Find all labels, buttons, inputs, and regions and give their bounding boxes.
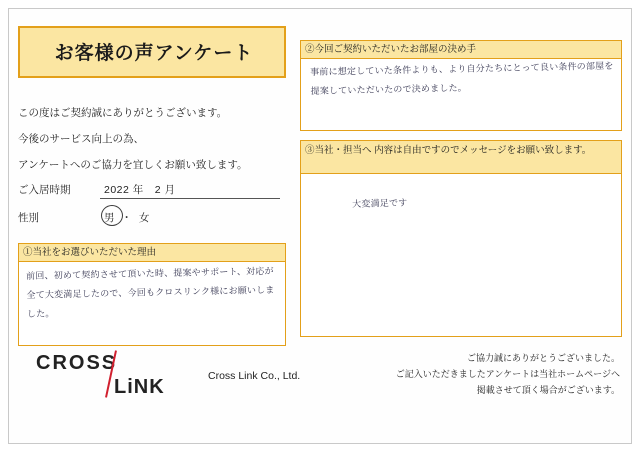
gender-options: 男 ・ 女 xyxy=(104,212,152,224)
footer-line-2: ご記入いただきましたアンケートは当社ホームページへ xyxy=(395,369,620,379)
footer-note xyxy=(320,350,620,398)
move-in-underline xyxy=(100,198,280,199)
company-logo xyxy=(36,352,206,396)
logo-text-cross: CROSS xyxy=(36,352,118,374)
handwritten-answer-q1: 前回、初めて契約させて頂いた時、提案やサポート、対応が全て大変満足したので、今回もクロスリンク様にお願いしました。 xyxy=(26,266,275,320)
page-title: お客様の声アンケート xyxy=(54,43,254,64)
section-heading-q2: ②今回ご契約いただいたお部屋の決め手 xyxy=(300,40,622,59)
company-name: Cross Link Co., Ltd. xyxy=(208,370,301,382)
intro-text xyxy=(18,100,298,178)
form-title-box xyxy=(18,26,286,78)
intro-line-2: 今後のサービス向上の為、 xyxy=(18,133,144,145)
handwritten-answer-q3: 大変満足です xyxy=(352,198,408,210)
move-in-label: ご入居時期 xyxy=(18,184,71,196)
intro-line-3: アンケートへのご協力を宜しくお願い致します。 xyxy=(18,159,248,171)
section-heading-q1: ①当社をお選びいただいた理由 xyxy=(18,243,286,262)
handwritten-answer-q2: 事前に想定していた条件よりも、より自分たちにとって良い条件の部屋を提案していただいたので決めました。 xyxy=(310,61,614,97)
gender-label: 性別 xyxy=(18,212,39,224)
intro-line-1: この度はご契約誠にありがとうございます。 xyxy=(18,107,228,119)
footer-line-1: ご協力誠にありがとうございました。 xyxy=(466,353,620,363)
section-heading-q3: ③当社・担当へ 内容は自由ですのでメッセージをお願い致します。 xyxy=(300,140,622,174)
footer-line-3: 掲載させて頂く場合がございます。 xyxy=(476,385,620,395)
move-in-value: 2022 年 2 月 xyxy=(104,184,176,196)
logo-text-link: LiNK xyxy=(114,376,165,398)
